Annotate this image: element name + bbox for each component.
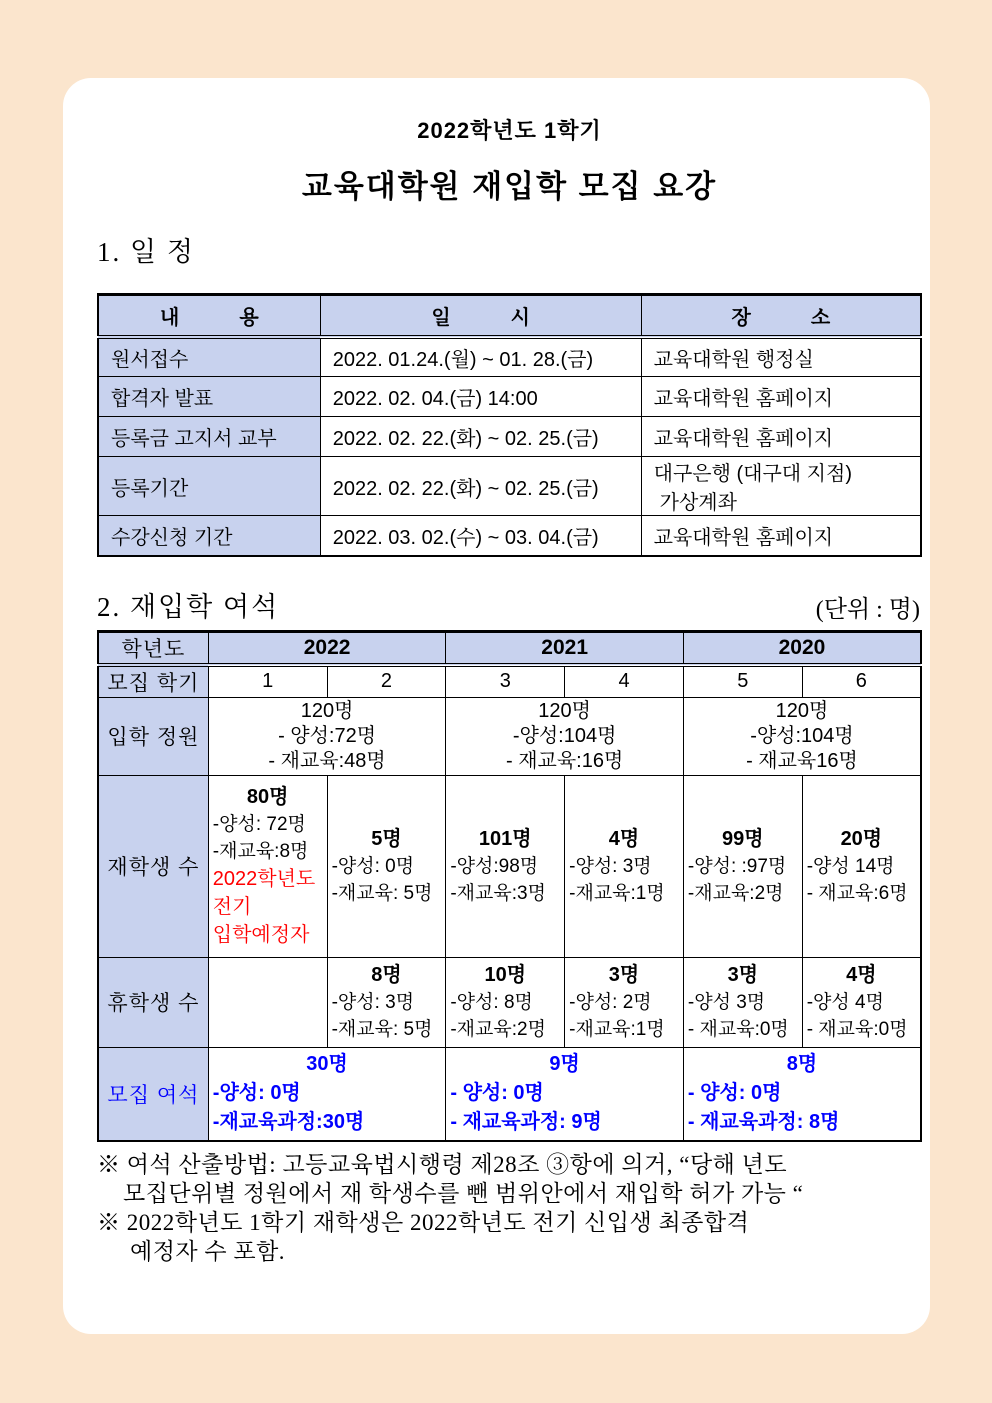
enrolled-total: 99명 xyxy=(722,827,764,850)
enrolled-red-note: 입학예정자 xyxy=(212,923,310,946)
on-leave-line: -재교육:2명 xyxy=(450,1018,546,1040)
on-leave-line: - 재교육:0명 xyxy=(687,1018,789,1040)
enrolled-red-note: 전기 xyxy=(212,895,252,918)
enrolled-line: - 재교육:6명 xyxy=(806,882,908,904)
quota-row xyxy=(98,697,921,775)
schedule-row-datetime: 2022. 02. 22.(화) ~ 02. 25.(금) xyxy=(320,457,641,516)
footnote-line: ※ 2022학년도 1학기 재학생은 2022학년도 전기 신입생 최종합격 xyxy=(97,1210,750,1235)
on-leave-total: 4명 xyxy=(846,963,877,986)
vacancy-total: 8명 xyxy=(786,1053,818,1076)
on-leave-line: -양성 3명 xyxy=(687,991,766,1013)
on-leave-line: -양성 4명 xyxy=(806,991,884,1013)
enrolled-line: -양성 14명 xyxy=(806,855,895,877)
on-leave-cell-1 xyxy=(208,957,327,1047)
enrolled-line: -재교육:8명 xyxy=(212,840,309,862)
vacancy-line: - 재교육과정: 8명 xyxy=(687,1111,840,1134)
quota-jaegyoyuk: - 재교육:16명 xyxy=(505,749,624,772)
enrolled-line: -양성: 72명 xyxy=(212,813,306,835)
section-heading-schedule: 1. 일 정 xyxy=(97,237,195,267)
on-leave-cell-2 xyxy=(327,957,446,1047)
semester-6: 6 xyxy=(802,665,921,698)
semester-4: 4 xyxy=(565,665,684,698)
enrolled-cell-4 xyxy=(565,775,684,957)
on-leave-total: 3명 xyxy=(727,963,759,986)
table-row xyxy=(98,457,921,516)
enrolled-red-note: 2022학년도 xyxy=(212,867,316,890)
schedule-row-place: 교육대학원 홈페이지 xyxy=(641,377,921,417)
schedule-row-label: 원서접수 xyxy=(98,337,320,377)
vacancy-line: -재교육과정:30명 xyxy=(212,1111,365,1134)
section-heading-vacancy: 2. 재입학 여석 xyxy=(97,591,280,622)
on-leave-cell-6 xyxy=(802,957,921,1047)
enrolled-line: -재교육: 5명 xyxy=(331,882,433,904)
quota-total: 120명 xyxy=(775,699,829,722)
on-leave-total: 10명 xyxy=(484,963,527,986)
vacancy-result-row xyxy=(98,1047,921,1141)
semester-5: 5 xyxy=(683,665,802,698)
document-subtitle: 2022학년도 1학기 xyxy=(417,118,602,143)
schedule-header-row xyxy=(98,295,921,337)
quota-yangseong: - 양성:72명 xyxy=(278,724,377,747)
quota-jaegyoyuk: - 재교육:48명 xyxy=(268,749,386,772)
semester-2: 2 xyxy=(327,665,446,698)
enrolled-total: 101명 xyxy=(478,827,532,850)
schedule-row-datetime: 2022. 03. 02.(수) ~ 03. 04.(금) xyxy=(320,516,641,556)
on-leave-line: -재교육: 5명 xyxy=(331,1018,433,1040)
schedule-table xyxy=(97,293,922,557)
on-leave-cell-3 xyxy=(446,957,565,1047)
schedule-row-datetime: 2022. 02. 04.(금) 14:00 xyxy=(320,377,641,417)
enrolled-line: -양성: :97명 xyxy=(687,855,787,877)
footnote-line: 모집단위별 정원에서 재 학생수를 뺀 범위안에서 재입학 허가 가능 “ xyxy=(123,1181,804,1206)
schedule-row-label: 등록금 고지서 교부 xyxy=(98,417,320,457)
schedule-row-place xyxy=(641,457,921,516)
document-card xyxy=(63,78,930,1334)
enrolled-total: 4명 xyxy=(608,827,640,850)
on-leave-line: -양성: 2명 xyxy=(569,991,652,1013)
year-header-row xyxy=(98,631,921,665)
year-2021: 2021 xyxy=(446,631,684,665)
footnote-line: ※ 여석 산출방법: 고등교육법시행령 제28조 ③항에 의거, “당해 년도 xyxy=(97,1152,788,1177)
semester-row xyxy=(98,665,921,698)
enrolled-line: -재교육:3명 xyxy=(450,882,546,904)
place-line-1: 대구은행 (대구대 지점) xyxy=(653,463,852,485)
schedule-col-header-place: 장 소 xyxy=(641,295,921,337)
quota-row-label: 입학 정원 xyxy=(98,697,208,775)
on-leave-line: -양성: 8명 xyxy=(450,991,533,1013)
vacancy-line: - 양성: 0명 xyxy=(450,1082,544,1105)
quota-2021 xyxy=(446,697,684,775)
enrolled-line: -양성: 3명 xyxy=(569,855,652,877)
quota-total: 120명 xyxy=(300,699,354,722)
schedule-col-header-content: 내 용 xyxy=(98,295,320,337)
enrolled-cell-3 xyxy=(446,775,565,957)
vacancy-row-label: 모집 여석 xyxy=(98,1047,208,1141)
vacancy-2022 xyxy=(208,1047,446,1141)
table-row xyxy=(98,417,921,457)
semester-1: 1 xyxy=(208,665,327,698)
schedule-row-label: 등록기간 xyxy=(98,457,320,516)
schedule-row-datetime: 2022. 02. 22.(화) ~ 02. 25.(금) xyxy=(320,417,641,457)
enrolled-cell-2 xyxy=(327,775,446,957)
year-row-label: 학년도 xyxy=(98,631,208,665)
on-leave-cell-4 xyxy=(565,957,684,1047)
on-leave-line: -양성: 3명 xyxy=(331,991,415,1013)
schedule-row-place: 교육대학원 홈페이지 xyxy=(641,417,921,457)
enrolled-line: -양성:98명 xyxy=(450,855,539,877)
enrolled-total: 80명 xyxy=(246,785,289,808)
vacancy-2020 xyxy=(683,1047,921,1141)
quota-jaegyoyuk: - 재교육16명 xyxy=(746,749,858,772)
vacancy-total: 30명 xyxy=(306,1053,348,1076)
table-row xyxy=(98,337,921,377)
schedule-row-label: 수강신청 기간 xyxy=(98,516,320,556)
schedule-row-label: 합격자 발표 xyxy=(98,377,320,417)
enrolled-line: -양성: 0명 xyxy=(331,855,415,877)
footnote-line: 예정자 수 포함. xyxy=(130,1239,286,1264)
vacancy-total: 9명 xyxy=(549,1053,580,1076)
on-leave-row xyxy=(98,957,921,1047)
on-leave-cell-5 xyxy=(683,957,802,1047)
on-leave-total: 3명 xyxy=(608,963,640,986)
semester-row-label: 모집 학기 xyxy=(98,665,208,698)
quota-2020 xyxy=(683,697,921,775)
vacancy-table xyxy=(97,630,922,1143)
semester-3: 3 xyxy=(446,665,565,698)
unit-note: (단위 : 명) xyxy=(815,596,920,623)
vacancy-line: -양성: 0명 xyxy=(212,1082,301,1105)
table-row xyxy=(98,516,921,556)
enrolled-cell-5 xyxy=(683,775,802,957)
on-leave-line: - 재교육:0명 xyxy=(806,1018,908,1040)
enrolled-row-label: 재학생 수 xyxy=(98,775,208,957)
on-leave-row-label: 휴학생 수 xyxy=(98,957,208,1047)
enrolled-line: -재교육:2명 xyxy=(687,882,784,904)
on-leave-line: -재교육:1명 xyxy=(569,1018,665,1040)
enrolled-cell-6 xyxy=(802,775,921,957)
vacancy-2021 xyxy=(446,1047,684,1141)
document-title: 교육대학원 재입학 모집 요강 xyxy=(301,169,718,204)
schedule-col-header-datetime: 일 시 xyxy=(320,295,641,337)
footnotes xyxy=(97,1150,922,1266)
place-line-2: 가상계좌 xyxy=(659,492,737,514)
vacancy-line: - 양성: 0명 xyxy=(687,1082,782,1105)
schedule-row-place: 교육대학원 행정실 xyxy=(641,337,921,377)
schedule-row-datetime: 2022. 01.24.(월) ~ 01. 28.(금) xyxy=(320,337,641,377)
enrolled-row xyxy=(98,775,921,957)
section-heading-vacancy-row xyxy=(97,585,922,624)
quota-2022 xyxy=(208,697,446,775)
quota-yangseong: -양성:104명 xyxy=(750,724,854,747)
on-leave-total: 8명 xyxy=(371,963,402,986)
table-row xyxy=(98,377,921,417)
quota-total: 120명 xyxy=(538,699,591,722)
year-2022: 2022 xyxy=(208,631,446,665)
schedule-row-place: 교육대학원 홈페이지 xyxy=(641,516,921,556)
enrolled-total: 5명 xyxy=(371,827,402,850)
enrolled-total: 20명 xyxy=(840,827,883,850)
year-2020: 2020 xyxy=(683,631,921,665)
enrolled-cell-1 xyxy=(208,775,327,957)
enrolled-line: -재교육:1명 xyxy=(569,882,665,904)
vacancy-line: - 재교육과정: 9명 xyxy=(450,1111,602,1134)
quota-yangseong: -양성:104명 xyxy=(512,724,617,747)
